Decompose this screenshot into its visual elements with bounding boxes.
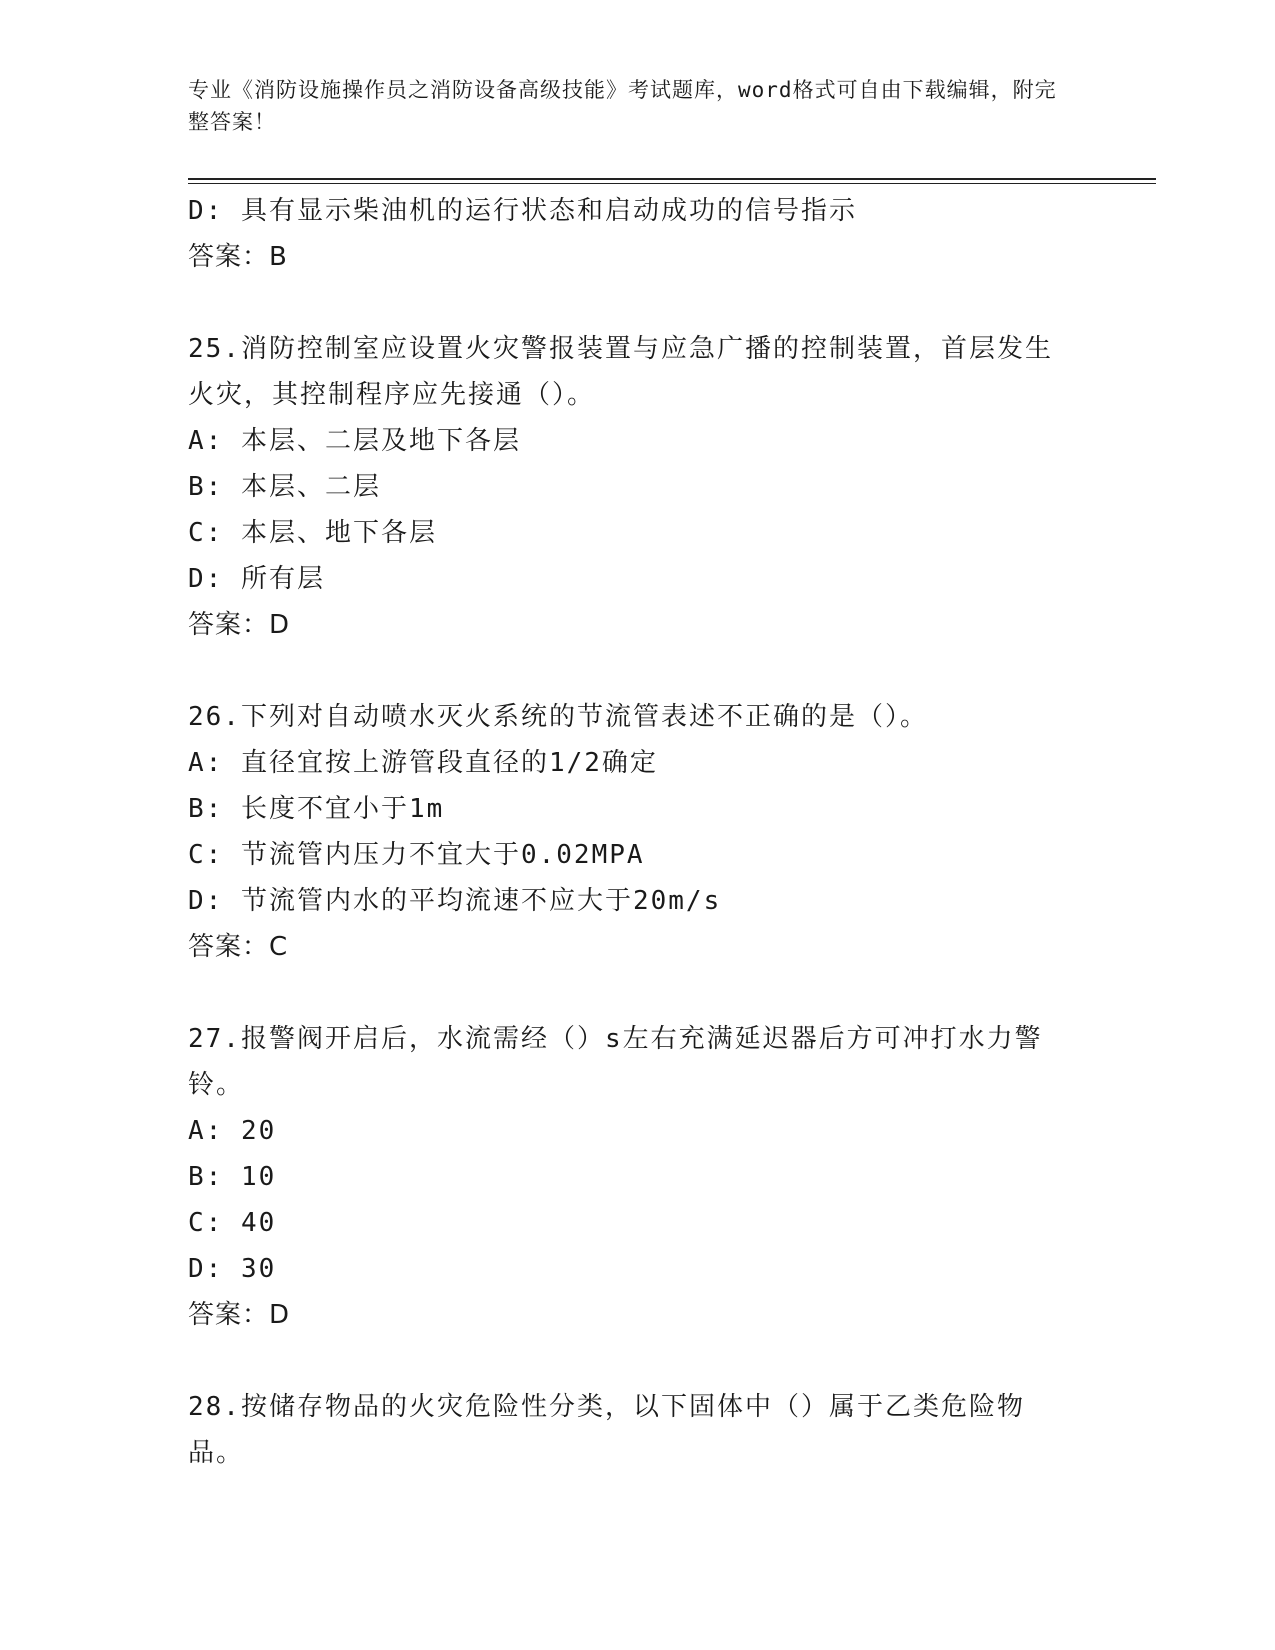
question-title: 28.按储存物品的火灾危险性分类，以下固体中（）属于乙类危险物品。 <box>188 1392 1025 1468</box>
spacer <box>188 280 1088 326</box>
option-a: A: 本层、二层及地下各层 <box>188 426 521 456</box>
option-d: D: 节流管内水的平均流速不应大于20m/s <box>188 886 722 916</box>
option-c: C: 本层、地下各层 <box>188 518 437 548</box>
option-b: B: 本层、二层 <box>188 472 381 502</box>
question-27 <box>188 1016 1088 1338</box>
answer: 答案：B <box>188 242 288 272</box>
option-c: C: 40 <box>188 1208 277 1238</box>
header-divider-thick <box>188 178 1156 180</box>
option-d: D: 具有显示柴油机的运行状态和启动成功的信号指示 <box>188 196 857 226</box>
question-title: 27.报警阀开启后，水流需经（）s左右充满延迟器后方可冲打水力警铃。 <box>188 1024 1043 1100</box>
option-b: B: 长度不宜小于1m <box>188 794 445 824</box>
option-a: A: 20 <box>188 1116 277 1146</box>
header-divider-thin <box>188 183 1156 184</box>
option-d: D: 30 <box>188 1254 277 1284</box>
question-28 <box>188 1384 1088 1476</box>
question-26 <box>188 694 1088 970</box>
question-content <box>188 188 1088 1476</box>
question-title: 26.下列对自动喷水灭火系统的节流管表述不正确的是（）。 <box>188 702 928 732</box>
spacer <box>188 970 1088 1016</box>
spacer <box>188 1338 1088 1384</box>
question-title: 25.消防控制室应设置火灾警报装置与应急广播的控制装置，首层发生火灾，其控制程序应先接通（）。 <box>188 334 1053 410</box>
spacer <box>188 648 1088 694</box>
answer: 答案：D <box>188 610 291 640</box>
option-c: C: 节流管内压力不宜大于0.02MPA <box>188 840 645 870</box>
option-b: B: 10 <box>188 1162 277 1192</box>
option-d: D: 所有层 <box>188 564 325 594</box>
answer: 答案：C <box>188 932 289 962</box>
question-25 <box>188 326 1088 648</box>
answer: 答案：D <box>188 1300 291 1330</box>
page-header: 专业《消防设施操作员之消防设备高级技能》考试题库，word格式可自由下载编辑，附完整答案！ <box>188 78 1057 134</box>
option-a: A: 直径宜按上游管段直径的1/2确定 <box>188 748 658 778</box>
